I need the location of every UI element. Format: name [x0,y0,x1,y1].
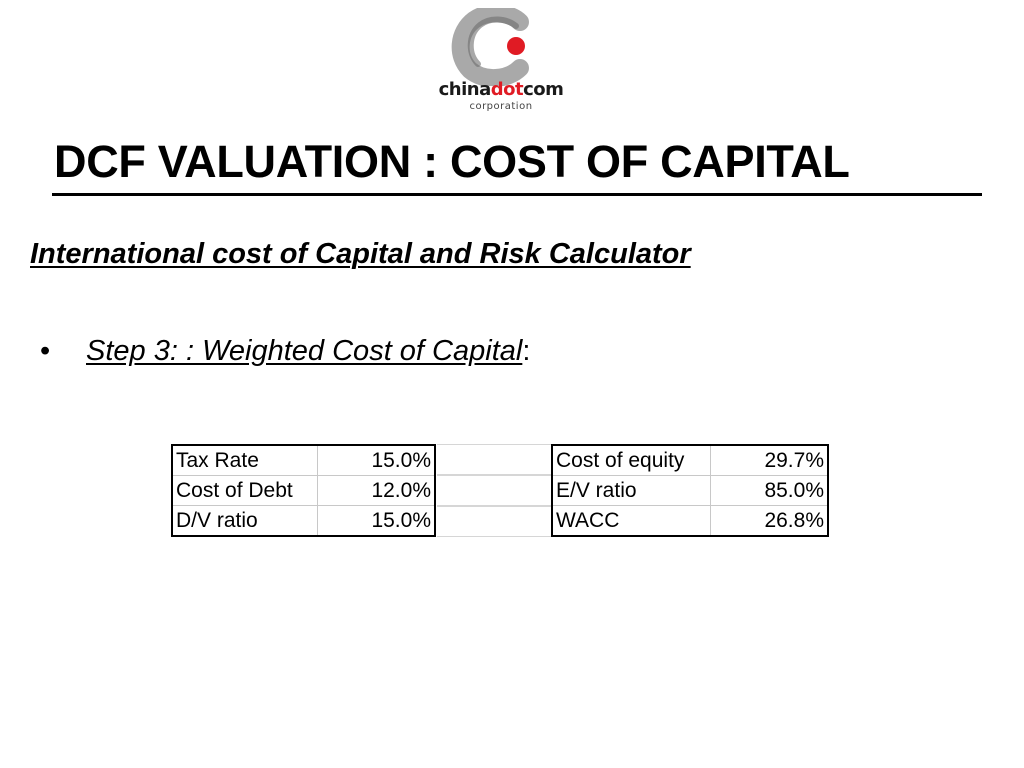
cell-value: 15.0% [318,445,436,476]
cell-label: WACC [552,506,711,537]
logo-wordmark: chinadotcom [438,79,564,100]
chinadotcom-logo-mark-icon [450,8,540,86]
cell-value: 15.0% [318,506,436,537]
step-bullet [40,333,530,369]
cell-label: Tax Rate [172,445,318,476]
table-row [172,445,435,476]
empty-grid-row [437,506,551,537]
page-title: DCF VALUATION : COST OF CAPITAL [54,136,850,187]
chinadotcom-logo [436,8,566,112]
empty-grid-row [437,444,551,475]
table-row [172,506,435,537]
cell-label: D/V ratio [172,506,318,537]
cell-label: Cost of equity [552,445,711,476]
table-row [552,476,828,506]
step-heading: Step 3: : Weighted Cost of Capital [86,335,523,367]
cell-label: Cost of Debt [172,476,318,506]
cell-value: 12.0% [318,476,436,506]
bullet-icon: • [40,335,51,367]
cell-value: 85.0% [711,476,829,506]
cell-value: 26.8% [711,506,829,537]
wacc-results-table [551,444,829,537]
table-row [552,506,828,537]
cell-value: 29.7% [711,445,829,476]
table-row [552,445,828,476]
empty-grid-row [437,475,551,506]
logo-tagline: corporation [469,101,533,112]
wacc-inputs-table [171,444,436,537]
step-colon: : [522,335,531,367]
cell-label: E/V ratio [552,476,711,506]
table-row [172,476,435,506]
title-divider [52,193,982,196]
section-subtitle: International cost of Capital and Risk Calculator [30,238,691,270]
empty-gridlines [437,444,551,541]
